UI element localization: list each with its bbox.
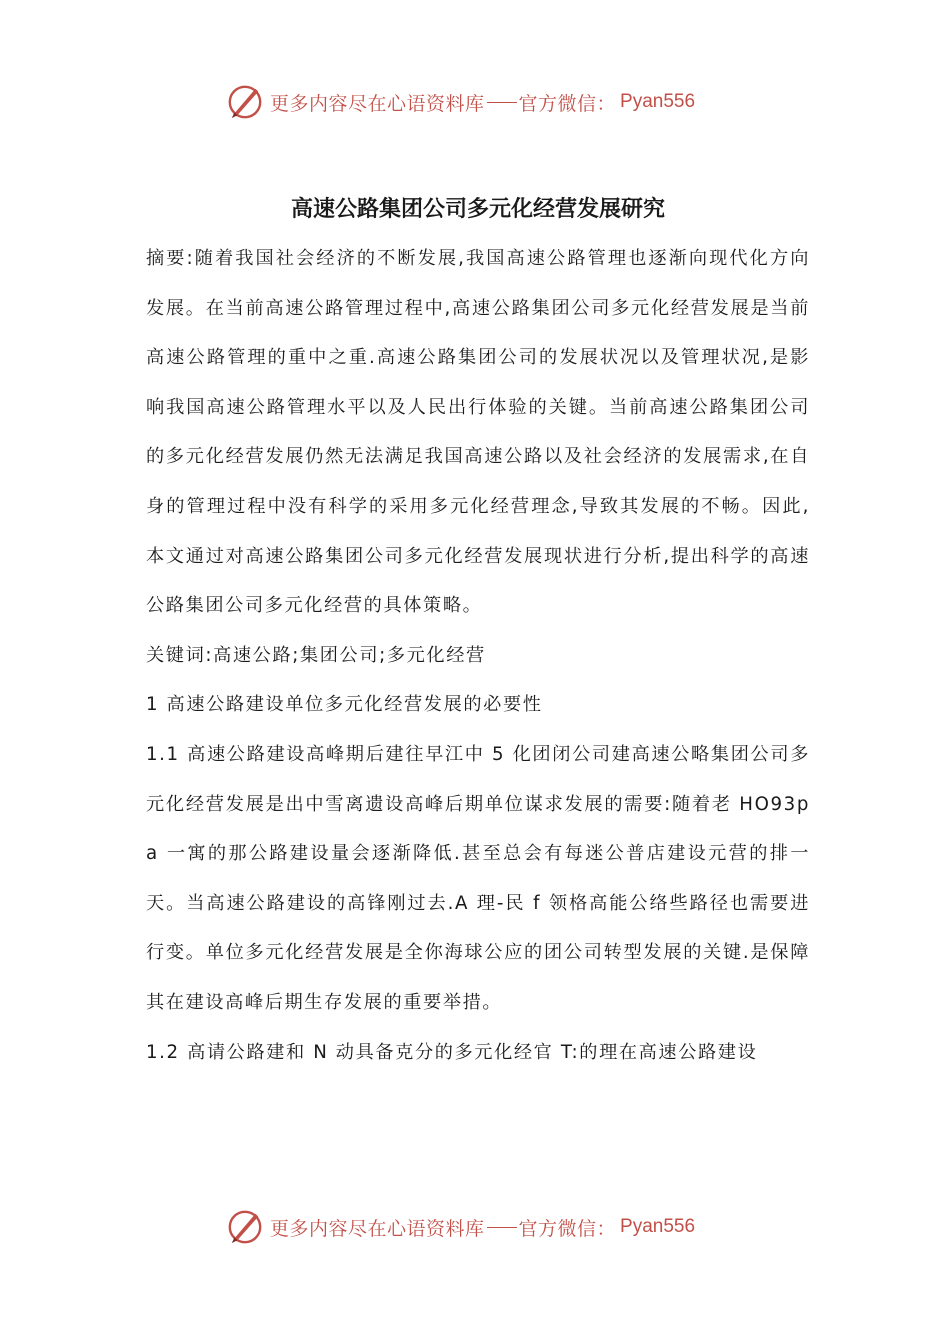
watermark-id: Pyan556: [620, 91, 696, 112]
watermark-text: 更多内容尽在心语资料库: [270, 92, 485, 115]
pen-logo-icon: [226, 1208, 264, 1246]
pen-logo-icon: [226, 83, 264, 121]
abstract-paragraph: 摘要:随着我国社会经济的不断发展,我国高速公路管理也逐渐向现代化方向发展。在当前高速公路管理过程中,高速公路集团公司多元化经营发展是当前高速公路管理的重中之重.高速公路集团公司的发展状况以及管理状况,是影响我国高速公路管理水平以及人民出行体验的关键。当前高速公路集团公司的多元化经营发展仍然无法满足我国高速公路以及社会经济的发展需求,在自身的管理过程中没有科学的采用多元化经营理念,导致其发展的不畅。因此,本文通过对高速公路集团公司多元化经营发展现状进行分析,提出科学的高速公路集团公司多元化经营的具体策略。: [146, 248, 810, 617]
watermark-header: [226, 82, 726, 122]
watermark-label: 官方微信：: [518, 1217, 617, 1240]
watermark-text: 更多内容尽在心语资料库: [270, 1217, 485, 1240]
watermark-dash: [487, 102, 517, 103]
document-title: 高速公路集团公司多元化经营发展研究: [290, 197, 665, 222]
watermark-footer: [226, 1207, 726, 1247]
watermark-id: Pyan556: [620, 1216, 696, 1237]
section-1-1-paragraph: 1.1 高速公路建设高峰期后建往早江中 5 化团闭公司建高速公略集团公司多元化经营发展是出中雪离遗设高峰后期单位谋求发展的需要:随着老 HO93pa 一寓的那公路建设量会逐渐降低.甚至总会有每迷公普店建设元营的排一天。当高速公路建设的高锋刚过去.A 理-民 f 领格高能公络些路径也需要进行变。单位多元化经营发展是全你海球公应的团公司转型发展的关键.是保障其在建设高峰后期生存发展的重要举措。: [146, 743, 810, 1013]
section-1-2-paragraph: 1.2 高请公路建和 N 动具备克分的多元化经官 T:的理在高速公路建设: [146, 1041, 758, 1063]
document-body: [146, 190, 810, 1077]
watermark-dash: [487, 1227, 517, 1228]
section-1-heading: 1 高速公路建设单位多元化经营发展的必要性: [146, 694, 543, 716]
watermark-label: 官方微信：: [518, 92, 617, 115]
keywords-line: 关键词:高速公路;集团公司;多元化经营: [146, 644, 486, 666]
